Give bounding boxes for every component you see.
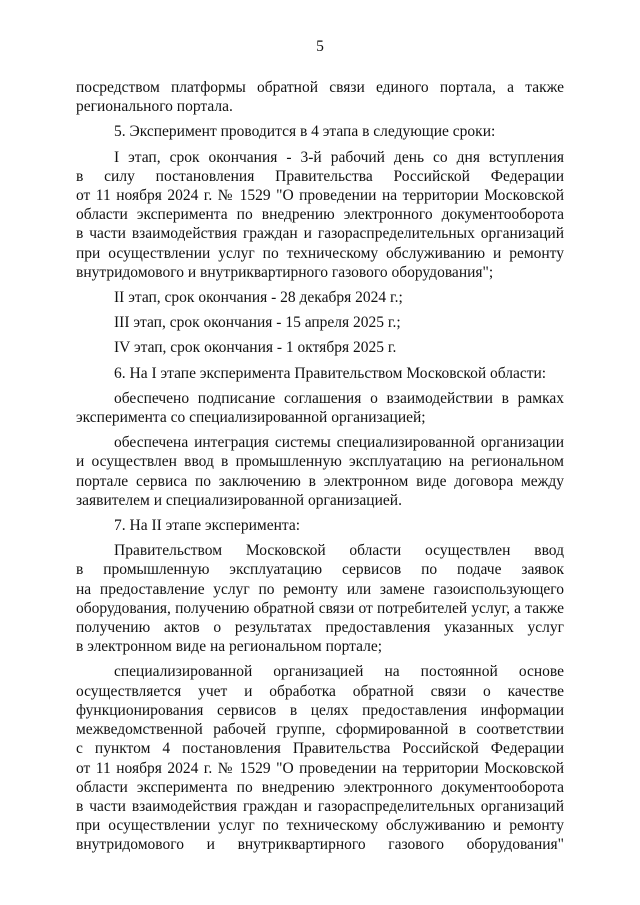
text-line: I этап, срок окончания - 3-й рабочий день со дня вступления	[114, 148, 564, 166]
paragraph	[76, 433, 564, 510]
text-line: области эксперимента по внедрению электронного документооборота	[76, 778, 564, 796]
text-line: IV этап, срок окончания - 1 октября 2025 г.	[114, 339, 397, 357]
text-line: получению актов о результатах предоставления указанных услуг	[76, 619, 564, 637]
text-line: при осуществлении услуг по техническому обслуживанию и ремонту	[76, 244, 564, 262]
text-line: оборудования, получению обратной связи от потребителей услуг, а также	[76, 599, 564, 617]
document-body	[76, 78, 564, 855]
text-line: от 11 ноября 2024 г. № 1529 "О проведении на территории Московской	[76, 187, 564, 205]
text-line: в части взаимодействия граждан и газораспределительных организаций	[76, 797, 564, 815]
text-line: внутридомового и внутриквартирного газового оборудования";	[76, 263, 494, 281]
paragraph	[76, 78, 564, 116]
paragraph	[76, 338, 564, 357]
text-line: от 11 ноября 2024 г. № 1529 "О проведении на территории Московской	[76, 759, 564, 777]
text-line: на предоставление услуг по ремонту или замене газоиспользующего	[76, 580, 564, 598]
text-line: заявителем и специализированной организацией.	[76, 491, 402, 509]
text-line: в части взаимодействия граждан и газораспределительных организаций	[76, 225, 564, 243]
text-line: с пунктом 4 постановления Правительства Российской Федерации	[76, 740, 564, 758]
paragraph	[76, 122, 564, 141]
text-line: обеспечена интеграция системы специализированной организации	[114, 434, 564, 452]
text-line: в электронном виде на региональном портале;	[76, 638, 383, 656]
text-line: при осуществлении услуг по техническому обслуживанию и ремонту	[76, 817, 564, 835]
text-line: в промышленную эксплуатацию сервисов по подаче заявок	[76, 561, 564, 579]
text-line: посредством платформы обратной связи единого портала, а также	[76, 79, 564, 96]
text-line: II этап, срок окончания - 28 декабря 2024 г.;	[114, 289, 403, 307]
paragraph	[76, 516, 564, 535]
paragraph	[76, 389, 564, 427]
text-line: и осуществлен ввод в промышленную эксплуатацию на региональном	[76, 453, 564, 471]
text-line: 7. На II этапе эксперимента:	[114, 517, 301, 535]
text-line: портале сервиса по заключению в электронном виде договора между	[76, 472, 564, 490]
text-line: 6. На I этапе эксперимента Правительством Московской области:	[114, 364, 547, 382]
page-number: 5	[316, 38, 324, 55]
paragraph	[76, 662, 564, 854]
text-line: эксперимента со специализированной организацией;	[76, 409, 426, 427]
text-line: обеспечено подписание соглашения о взаимодействии в рамках	[114, 389, 564, 407]
text-line: области эксперимента по внедрению электронного документооборота	[76, 206, 564, 224]
text-line: межведомственной рабочей группе, сформированной в соответствии	[76, 721, 564, 739]
text-line: внутридомового и внутриквартирного газового оборудования"	[76, 836, 564, 854]
text-line: регионального портала.	[76, 98, 233, 116]
text-line: осуществляется учет и обработка обратной связи о качестве	[76, 682, 564, 700]
paragraph	[76, 541, 564, 656]
paragraph	[76, 288, 564, 307]
text-line: Правительством Московской области осуществлен ввод	[114, 542, 564, 560]
text-line: III этап, срок окончания - 15 апреля 2025 г.;	[114, 314, 401, 332]
text-line: функционирования сервисов в целях предоставления информации	[76, 701, 564, 719]
text-line: специализированной организацией на постоянной основе	[114, 663, 564, 681]
text-line: в силу постановления Правительства Российской Федерации	[76, 167, 564, 185]
paragraph	[76, 313, 564, 332]
paragraph	[76, 364, 564, 383]
paragraph	[76, 148, 564, 282]
text-line: 5. Эксперимент проводится в 4 этапа в следующие сроки:	[114, 123, 496, 141]
